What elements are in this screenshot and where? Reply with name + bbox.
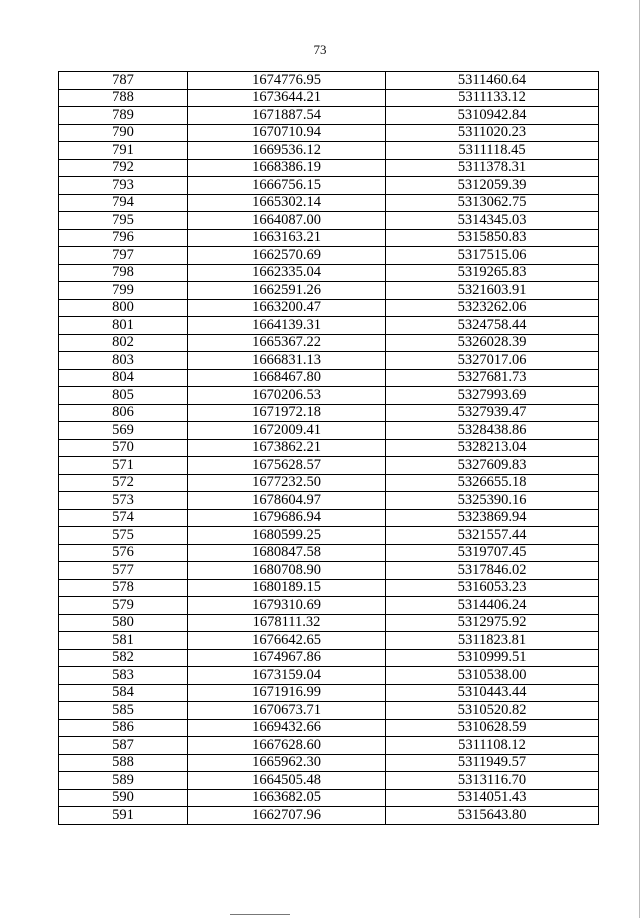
x-coordinate-cell: 1666831.13 <box>188 352 386 370</box>
scan-mark <box>230 914 290 915</box>
point-number-cell: 804 <box>59 369 188 387</box>
x-coordinate-cell: 1669432.66 <box>188 719 386 737</box>
point-number-cell: 581 <box>59 632 188 650</box>
table-row <box>59 439 599 457</box>
table-row <box>59 807 599 825</box>
y-coordinate-cell: 5327017.06 <box>386 352 599 370</box>
point-number-cell: 569 <box>59 422 188 440</box>
point-number-cell: 790 <box>59 124 188 142</box>
x-coordinate-cell: 1662707.96 <box>188 807 386 825</box>
x-coordinate-cell: 1671887.54 <box>188 107 386 125</box>
point-number-cell: 579 <box>59 597 188 615</box>
point-number-cell: 575 <box>59 527 188 545</box>
table-row <box>59 159 599 177</box>
x-coordinate-cell: 1670673.71 <box>188 702 386 720</box>
x-coordinate-cell: 1671972.18 <box>188 404 386 422</box>
y-coordinate-cell: 5327681.73 <box>386 369 599 387</box>
y-coordinate-cell: 5311460.64 <box>386 72 599 90</box>
point-number-cell: 572 <box>59 474 188 492</box>
point-number-cell: 789 <box>59 107 188 125</box>
table-row <box>59 457 599 475</box>
y-coordinate-cell: 5324758.44 <box>386 317 599 335</box>
point-number-cell: 573 <box>59 492 188 510</box>
x-coordinate-cell: 1665962.30 <box>188 754 386 772</box>
table-row <box>59 422 599 440</box>
x-coordinate-cell: 1662591.26 <box>188 282 386 300</box>
point-number-cell: 791 <box>59 142 188 160</box>
x-coordinate-cell: 1668386.19 <box>188 159 386 177</box>
point-number-cell: 587 <box>59 737 188 755</box>
x-coordinate-cell: 1670206.53 <box>188 387 386 405</box>
table-row <box>59 107 599 125</box>
point-number-cell: 583 <box>59 667 188 685</box>
table-row <box>59 772 599 790</box>
y-coordinate-cell: 5325390.16 <box>386 492 599 510</box>
x-coordinate-cell: 1680599.25 <box>188 527 386 545</box>
point-number-cell: 797 <box>59 247 188 265</box>
point-number-cell: 798 <box>59 264 188 282</box>
point-number-cell: 787 <box>59 72 188 90</box>
point-number-cell: 589 <box>59 772 188 790</box>
x-coordinate-cell: 1662335.04 <box>188 264 386 282</box>
x-coordinate-cell: 1664139.31 <box>188 317 386 335</box>
y-coordinate-cell: 5319707.45 <box>386 544 599 562</box>
table-row <box>59 299 599 317</box>
y-coordinate-cell: 5326028.39 <box>386 334 599 352</box>
y-coordinate-cell: 5311378.31 <box>386 159 599 177</box>
point-number-cell: 571 <box>59 457 188 475</box>
x-coordinate-cell: 1665367.22 <box>188 334 386 352</box>
page-number: 73 <box>313 42 327 57</box>
x-coordinate-cell: 1675628.57 <box>188 457 386 475</box>
x-coordinate-cell: 1666756.15 <box>188 177 386 195</box>
table-row <box>59 282 599 300</box>
x-coordinate-cell: 1673644.21 <box>188 89 386 107</box>
y-coordinate-cell: 5311118.45 <box>386 142 599 160</box>
table-row <box>59 684 599 702</box>
y-coordinate-cell: 5323869.94 <box>386 509 599 527</box>
table-row <box>59 317 599 335</box>
x-coordinate-cell: 1665302.14 <box>188 194 386 212</box>
y-coordinate-cell: 5314406.24 <box>386 597 599 615</box>
table-row <box>59 387 599 405</box>
table-row <box>59 474 599 492</box>
x-coordinate-cell: 1663163.21 <box>188 229 386 247</box>
table-row <box>59 509 599 527</box>
point-number-cell: 588 <box>59 754 188 772</box>
y-coordinate-cell: 5314051.43 <box>386 789 599 807</box>
table-row <box>59 737 599 755</box>
point-number-cell: 586 <box>59 719 188 737</box>
y-coordinate-cell: 5310538.00 <box>386 667 599 685</box>
table-row <box>59 72 599 90</box>
table-row <box>59 562 599 580</box>
point-number-cell: 801 <box>59 317 188 335</box>
table-row <box>59 632 599 650</box>
coordinates-table-body <box>59 72 599 825</box>
x-coordinate-cell: 1674776.95 <box>188 72 386 90</box>
point-number-cell: 578 <box>59 579 188 597</box>
x-coordinate-cell: 1663682.05 <box>188 789 386 807</box>
y-coordinate-cell: 5313062.75 <box>386 194 599 212</box>
table-row <box>59 719 599 737</box>
y-coordinate-cell: 5327609.83 <box>386 457 599 475</box>
table-row <box>59 702 599 720</box>
x-coordinate-cell: 1673862.21 <box>188 439 386 457</box>
table-row <box>59 142 599 160</box>
x-coordinate-cell: 1677232.50 <box>188 474 386 492</box>
y-coordinate-cell: 5323262.06 <box>386 299 599 317</box>
table-row <box>59 247 599 265</box>
y-coordinate-cell: 5319265.83 <box>386 264 599 282</box>
point-number-cell: 584 <box>59 684 188 702</box>
point-number-cell: 796 <box>59 229 188 247</box>
y-coordinate-cell: 5326655.18 <box>386 474 599 492</box>
y-coordinate-cell: 5313116.70 <box>386 772 599 790</box>
point-number-cell: 574 <box>59 509 188 527</box>
point-number-cell: 794 <box>59 194 188 212</box>
y-coordinate-cell: 5311949.57 <box>386 754 599 772</box>
y-coordinate-cell: 5310999.51 <box>386 649 599 667</box>
table-row <box>59 177 599 195</box>
table-row <box>59 649 599 667</box>
y-coordinate-cell: 5327993.69 <box>386 387 599 405</box>
point-number-cell: 792 <box>59 159 188 177</box>
x-coordinate-cell: 1680847.58 <box>188 544 386 562</box>
table-row <box>59 369 599 387</box>
x-coordinate-cell: 1680708.90 <box>188 562 386 580</box>
x-coordinate-cell: 1674967.86 <box>188 649 386 667</box>
table-row <box>59 579 599 597</box>
table-row <box>59 212 599 230</box>
x-coordinate-cell: 1671916.99 <box>188 684 386 702</box>
y-coordinate-cell: 5311108.12 <box>386 737 599 755</box>
table-row <box>59 544 599 562</box>
y-coordinate-cell: 5315850.83 <box>386 229 599 247</box>
x-coordinate-cell: 1669536.12 <box>188 142 386 160</box>
table-row <box>59 667 599 685</box>
y-coordinate-cell: 5315643.80 <box>386 807 599 825</box>
point-number-cell: 582 <box>59 649 188 667</box>
y-coordinate-cell: 5321603.91 <box>386 282 599 300</box>
point-number-cell: 585 <box>59 702 188 720</box>
y-coordinate-cell: 5317846.02 <box>386 562 599 580</box>
table-row <box>59 597 599 615</box>
table-row <box>59 492 599 510</box>
point-number-cell: 793 <box>59 177 188 195</box>
y-coordinate-cell: 5310628.59 <box>386 719 599 737</box>
point-number-cell: 576 <box>59 544 188 562</box>
y-coordinate-cell: 5311020.23 <box>386 124 599 142</box>
table-row <box>59 89 599 107</box>
x-coordinate-cell: 1680189.15 <box>188 579 386 597</box>
x-coordinate-cell: 1664505.48 <box>188 772 386 790</box>
y-coordinate-cell: 5310520.82 <box>386 702 599 720</box>
coordinates-table <box>58 71 599 825</box>
point-number-cell: 795 <box>59 212 188 230</box>
y-coordinate-cell: 5310942.84 <box>386 107 599 125</box>
table-row <box>59 789 599 807</box>
y-coordinate-cell: 5328213.04 <box>386 439 599 457</box>
point-number-cell: 577 <box>59 562 188 580</box>
point-number-cell: 788 <box>59 89 188 107</box>
table-row <box>59 264 599 282</box>
y-coordinate-cell: 5321557.44 <box>386 527 599 545</box>
x-coordinate-cell: 1668467.80 <box>188 369 386 387</box>
y-coordinate-cell: 5311133.12 <box>386 89 599 107</box>
table-row <box>59 124 599 142</box>
x-coordinate-cell: 1662570.69 <box>188 247 386 265</box>
table-row <box>59 352 599 370</box>
point-number-cell: 805 <box>59 387 188 405</box>
point-number-cell: 802 <box>59 334 188 352</box>
x-coordinate-cell: 1679686.94 <box>188 509 386 527</box>
table-row <box>59 404 599 422</box>
point-number-cell: 580 <box>59 614 188 632</box>
table-row <box>59 229 599 247</box>
y-coordinate-cell: 5316053.23 <box>386 579 599 597</box>
y-coordinate-cell: 5314345.03 <box>386 212 599 230</box>
point-number-cell: 591 <box>59 807 188 825</box>
table-row <box>59 334 599 352</box>
x-coordinate-cell: 1679310.69 <box>188 597 386 615</box>
x-coordinate-cell: 1670710.94 <box>188 124 386 142</box>
y-coordinate-cell: 5328438.86 <box>386 422 599 440</box>
x-coordinate-cell: 1676642.65 <box>188 632 386 650</box>
x-coordinate-cell: 1672009.41 <box>188 422 386 440</box>
y-coordinate-cell: 5312059.39 <box>386 177 599 195</box>
point-number-cell: 803 <box>59 352 188 370</box>
point-number-cell: 806 <box>59 404 188 422</box>
y-coordinate-cell: 5327939.47 <box>386 404 599 422</box>
point-number-cell: 590 <box>59 789 188 807</box>
x-coordinate-cell: 1667628.60 <box>188 737 386 755</box>
y-coordinate-cell: 5317515.06 <box>386 247 599 265</box>
x-coordinate-cell: 1678604.97 <box>188 492 386 510</box>
table-row <box>59 614 599 632</box>
point-number-cell: 570 <box>59 439 188 457</box>
y-coordinate-cell: 5312975.92 <box>386 614 599 632</box>
point-number-cell: 800 <box>59 299 188 317</box>
table-row <box>59 527 599 545</box>
point-number-cell: 799 <box>59 282 188 300</box>
table-row <box>59 754 599 772</box>
x-coordinate-cell: 1663200.47 <box>188 299 386 317</box>
table-row <box>59 194 599 212</box>
y-coordinate-cell: 5311823.81 <box>386 632 599 650</box>
x-coordinate-cell: 1678111.32 <box>188 614 386 632</box>
x-coordinate-cell: 1664087.00 <box>188 212 386 230</box>
x-coordinate-cell: 1673159.04 <box>188 667 386 685</box>
y-coordinate-cell: 5310443.44 <box>386 684 599 702</box>
